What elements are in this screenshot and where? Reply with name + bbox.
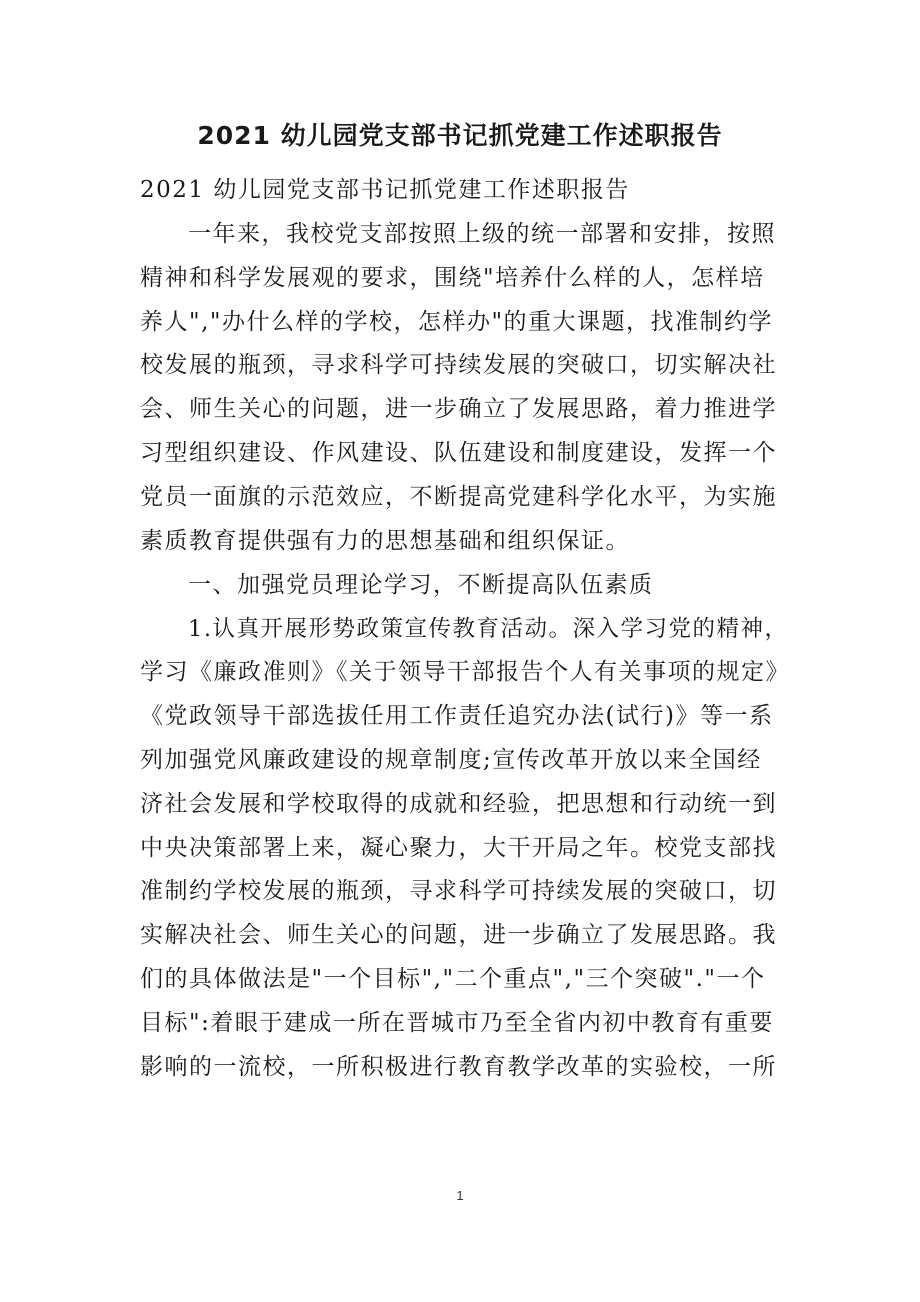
document-subtitle: 2021 幼儿园党支部书记抓党建工作述职报告 [140,177,630,203]
document-title: 2021 幼儿园党支部书记抓党建工作述职报告 [197,121,723,150]
paragraph-line: 列加强党风廉政建设的规章制度;宣传改革开放以来全国经 [140,747,762,773]
paragraph-line: 党员一面旗的示范效应，不断提高党建科学化水平，为实施 [140,484,777,510]
paragraph-line: 1.认真开展形势政策宣传教育活动。深入学习党的精神， [188,616,789,642]
paragraph-line: 校发展的瓶颈，寻求科学可持续发展的突破口，切实解决社 [140,352,777,378]
paragraph-line: 影响的一流校，一所积极进行教育教学改革的实验校，一所 [140,1054,777,1080]
paragraph-line: 《党政领导干部选拔任用工作责任追究办法(试行)》等一系 [140,703,774,729]
paragraph-line: 精神和科学发展观的要求，围绕"培养什么样的人，怎样培 [140,265,765,291]
paragraph-line: 目标":着眼于建成一所在晋城市乃至全省内初中教育有重要 [140,1010,774,1036]
paragraph-line: 养人","办什么样的学校，怎样办"的重大课题，找准制约学 [140,309,774,335]
paragraph-line: 们的具体做法是"一个目标","二个重点","三个突破"."一个 [140,966,766,992]
paragraph-line: 习型组织建设、作风建设、队伍建设和制度建设，发挥一个 [140,440,777,466]
paragraph-line: 素质教育提供强有力的思想基础和组织保证。 [140,528,630,554]
paragraph-line: 中央决策部署上来，凝心聚力，大干开局之年。校党支部找 [140,835,777,861]
paragraph-line: 会、师生关心的问题，进一步确立了发展思路，着力推进学 [140,396,777,422]
paragraph-line: 学习《廉政准则》《关于领导干部报告个人有关事项的规定》 [140,659,790,685]
section-heading: 一、加强党员理论学习，不断提高队伍素质 [188,572,654,598]
paragraph-line: 济社会发展和学校取得的成就和经验，把思想和行动统一到 [140,791,777,817]
page-number: 1 [456,1188,464,1203]
paragraph-line: 一年来，我校党支部按照上级的统一部署和安排，按照 [188,221,776,247]
paragraph-line: 实解决社会、师生关心的问题，进一步确立了发展思路。我 [140,922,777,948]
paragraph-line: 准制约学校发展的瓶颈，寻求科学可持续发展的突破口，切 [140,878,777,904]
